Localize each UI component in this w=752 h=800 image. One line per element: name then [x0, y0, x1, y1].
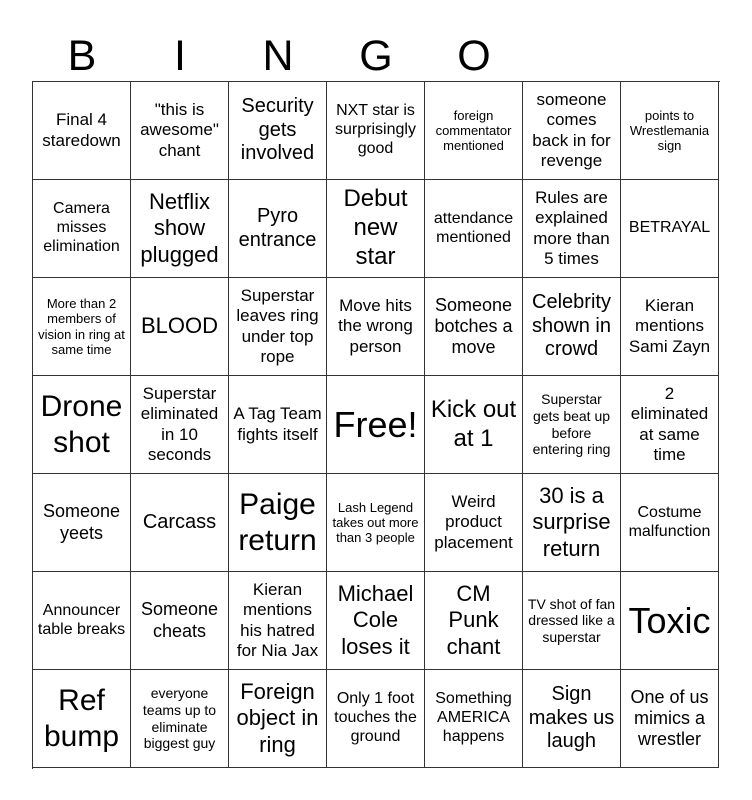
cell-text: Final 4 staredown: [42, 110, 121, 150]
bingo-cell[interactable]: [621, 278, 719, 376]
bingo-cell[interactable]: [327, 572, 425, 670]
bingo-cell[interactable]: [131, 376, 229, 474]
bingo-cell[interactable]: [327, 670, 425, 768]
cell-text: attendance mentioned: [433, 209, 514, 246]
title-letter-n: N: [262, 32, 294, 80]
bingo-grid: [32, 81, 720, 769]
bingo-cell[interactable]: [523, 376, 621, 474]
cell-text: One of us mimics a wrestler: [630, 686, 709, 750]
cell-text: Superstar leaves ring under top rope: [236, 286, 319, 366]
cell-text: Free!: [333, 403, 418, 445]
cell-text: BLOOD: [140, 313, 219, 339]
cell-text: Camera misses elimination: [43, 200, 120, 255]
bingo-cell[interactable]: [523, 572, 621, 670]
bingo-cell[interactable]: [523, 278, 621, 376]
bingo-cell[interactable]: [229, 278, 327, 376]
title-letter-g: G: [359, 32, 393, 80]
bingo-cell[interactable]: [621, 376, 719, 474]
cell-text: Sign makes us laugh: [528, 683, 615, 753]
cell-text: Ref bump: [43, 683, 120, 753]
bingo-cell[interactable]: [425, 278, 523, 376]
bingo-cell[interactable]: [621, 82, 719, 180]
cell-text: Something AMERICA happens: [435, 690, 512, 745]
bingo-cell[interactable]: [621, 474, 719, 572]
cell-text: someone comes back in for revenge: [532, 90, 611, 170]
cell-text: Someone cheats: [140, 599, 219, 641]
cell-text: everyone teams up to eliminate biggest guy: [142, 685, 217, 752]
cell-text: Celebrity shown in crowd: [532, 291, 611, 361]
cell-text: Costume malfunction: [628, 503, 711, 540]
cell-text: Paige return: [238, 487, 317, 557]
title-letter-b: B: [67, 32, 97, 80]
bingo-cell[interactable]: [425, 376, 523, 474]
bingo-cell[interactable]: [131, 572, 229, 670]
free-cell[interactable]: [327, 376, 425, 474]
bingo-cell[interactable]: [621, 670, 719, 768]
cell-text: Security gets involved: [240, 95, 315, 165]
bingo-cell[interactable]: [131, 670, 229, 768]
cell-text: Kieran mentions Sami Zayn: [628, 296, 711, 356]
bingo-cell[interactable]: [33, 474, 131, 572]
cell-text: Announcer table breaks: [37, 601, 126, 638]
bingo-cell[interactable]: [229, 180, 327, 278]
cell-text: More than 2 members of vision in ring at same time: [38, 295, 125, 357]
bingo-cell[interactable]: [327, 180, 425, 278]
cell-text: Kick out at 1: [430, 395, 517, 452]
bingo-cell[interactable]: [229, 572, 327, 670]
cell-text: "this is awesome" chant: [140, 100, 219, 160]
cell-text: Only 1 foot touches the ground: [334, 690, 417, 745]
cell-text: Michael Cole loses it: [337, 580, 414, 659]
cell-text: Foreign object in ring: [236, 678, 319, 757]
bingo-title: [33, 30, 719, 80]
bingo-cell[interactable]: [523, 82, 621, 180]
cell-text: TV shot of fan dressed like a superstar: [527, 595, 616, 645]
bingo-cell[interactable]: [33, 376, 131, 474]
bingo-cell[interactable]: [229, 376, 327, 474]
bingo-cell[interactable]: [621, 572, 719, 670]
cell-text: Lash Legend takes out more than 3 people: [332, 499, 419, 546]
bingo-cell[interactable]: [327, 474, 425, 572]
bingo-cell[interactable]: [425, 670, 523, 768]
bingo-cell[interactable]: [229, 82, 327, 180]
bingo-cell[interactable]: [425, 474, 523, 572]
cell-text: Netflix show plugged: [140, 188, 219, 267]
cell-text: Rules are explained more than 5 times: [533, 188, 610, 268]
bingo-cell[interactable]: [621, 180, 719, 278]
bingo-cell[interactable]: [33, 278, 131, 376]
cell-text: BETRAYAL: [628, 219, 711, 237]
bingo-cell[interactable]: [131, 474, 229, 572]
bingo-cell[interactable]: [33, 180, 131, 278]
bingo-cell[interactable]: [523, 474, 621, 572]
cell-text: foreign commentator mentioned: [435, 107, 512, 154]
cell-text: Move hits the wrong person: [338, 296, 413, 356]
bingo-cell[interactable]: [229, 474, 327, 572]
cell-text: Carcass: [142, 510, 217, 533]
bingo-cell[interactable]: [523, 180, 621, 278]
bingo-cell[interactable]: [33, 82, 131, 180]
bingo-cell[interactable]: [131, 180, 229, 278]
cell-text: Toxic: [628, 599, 711, 641]
bingo-cell[interactable]: [327, 82, 425, 180]
cell-text: Someone botches a move: [434, 294, 513, 358]
bingo-cell[interactable]: [523, 670, 621, 768]
cell-text: A Tag Team fights itself: [233, 404, 322, 444]
title-letter-o: O: [457, 32, 491, 80]
bingo-cell[interactable]: [33, 572, 131, 670]
bingo-cell[interactable]: [131, 82, 229, 180]
cell-text: NXT star is surprisingly good: [335, 102, 416, 157]
title-letter-i: I: [174, 32, 186, 80]
cell-text: 2 eliminated at same time: [630, 384, 709, 464]
cell-text: Superstar eliminated in 10 seconds: [140, 384, 219, 464]
cell-text: Debut new star: [343, 185, 408, 270]
cell-text: points to Wrestlemania sign: [629, 107, 710, 154]
cell-text: Drone shot: [40, 389, 123, 459]
bingo-cell[interactable]: [131, 278, 229, 376]
cell-text: Weird product placement: [434, 492, 513, 552]
cell-text: CM Punk chant: [446, 580, 501, 659]
cell-text: Kieran mentions his hatred for Nia Jax: [236, 580, 319, 660]
cell-text: Superstar gets beat up before entering ring: [532, 391, 611, 458]
cell-text: Pyro entrance: [238, 204, 317, 251]
bingo-cell[interactable]: [425, 572, 523, 670]
bingo-cell[interactable]: [425, 82, 523, 180]
bingo-cell[interactable]: [229, 670, 327, 768]
cell-text: Someone yeets: [42, 501, 121, 543]
bingo-cell[interactable]: [327, 278, 425, 376]
cell-text: 30 is a surprise return: [532, 482, 611, 561]
bingo-cell[interactable]: [425, 180, 523, 278]
bingo-cell[interactable]: [33, 670, 131, 768]
